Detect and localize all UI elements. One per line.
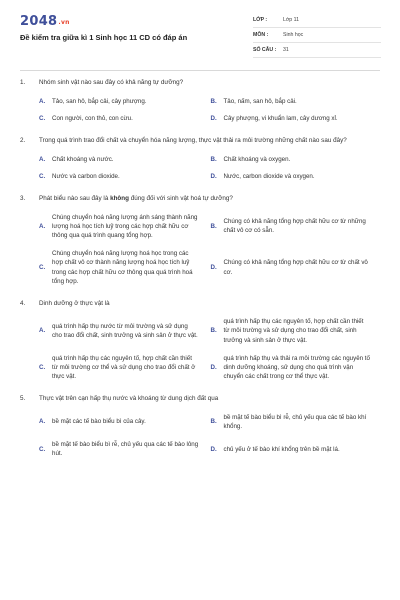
option-d[interactable] <box>211 440 377 458</box>
question-number: 2. <box>20 137 26 145</box>
option-letter: A. <box>39 222 46 230</box>
header-divider <box>20 70 380 71</box>
option-d[interactable] <box>211 113 377 123</box>
option-text: Chúng chuyển hoá năng lượng hoá học trong các hợp chất vô cơ thành năng lượng hoá học tích luỹ trong các hợp chất hữu cơ thông qua quá trình hoá tổng hợp. <box>52 250 193 285</box>
logo-text: 2048 <box>20 14 58 29</box>
option-letter: D. <box>210 114 217 122</box>
option-b[interactable] <box>211 213 377 241</box>
option-text: Tảo, san hô, bắp cải, cây phượng. <box>52 97 147 105</box>
option-letter: A. <box>39 418 46 426</box>
option-letter: B. <box>210 97 217 105</box>
option-letter: D. <box>210 445 217 453</box>
question-5 <box>0 394 400 458</box>
question-stem <box>20 194 376 203</box>
question-text <box>39 394 376 403</box>
meta-row-subject <box>253 28 381 43</box>
option-text: chủ yếu ở tế bào khí khổng trên bề mặt lá. <box>223 445 340 453</box>
question-number: 1. <box>20 79 26 86</box>
answer-options <box>20 96 376 123</box>
question-text-part: Phát biểu nào sau đây là <box>39 195 111 203</box>
option-text: quá trình hấp thụ các nguyên tố, hợp chất cần thiết từ môi trường và sử dụng cho trao đổi chất, sinh trưởng và sinh sản ở thực vật. <box>223 318 364 344</box>
option-c[interactable] <box>39 113 205 123</box>
option-d[interactable] <box>211 171 377 181</box>
option-letter: A. <box>39 327 46 335</box>
option-text: bề mặt tế bào biểu bì rễ, chủ yếu qua các tế bào khí khổng. <box>223 413 367 430</box>
option-letter: D. <box>210 172 217 180</box>
question-emphasis: không <box>110 195 129 203</box>
option-a[interactable] <box>39 96 205 106</box>
option-letter: D. <box>210 264 217 272</box>
option-text: bề mặt tế bào biểu bì rễ, chủ yếu qua các tế bào lông hút. <box>52 441 199 458</box>
site-logo[interactable] <box>20 14 70 29</box>
question-4 <box>0 299 400 381</box>
question-text-part: đúng đối với sinh vật hoá tự dưỡng? <box>128 195 233 203</box>
meta-value: Lớp 11 <box>283 17 299 23</box>
option-letter: B. <box>210 155 217 163</box>
option-letter: D. <box>210 364 217 372</box>
question-text <box>39 78 376 87</box>
option-text: Chúng có khả năng tổng hợp chất hữu cơ từ những chất vô cơ có sẵn. <box>223 218 366 235</box>
option-a[interactable] <box>39 317 205 345</box>
option-text: Chúng có khả năng tổng hợp chất hữu cơ từ chất vô cơ. <box>223 259 368 276</box>
logo-suffix: .vn <box>58 19 70 26</box>
option-text: quá trình hấp thụ và thải ra môi trường các nguyên tố dinh dưỡng khoáng, sử dụng cho quá trình vận chuyển các chất trong cơ thể thực vật. <box>223 354 370 381</box>
question-text <box>39 136 376 145</box>
option-letter: A. <box>39 97 46 105</box>
question-2 <box>0 136 400 181</box>
answer-options <box>20 413 376 459</box>
option-text: Tảo, nấm, san hô, bắp cải. <box>223 97 297 105</box>
question-1 <box>0 78 400 123</box>
option-text: Chúng chuyển hoá năng lượng ánh sáng thành năng lượng hoá học tích luỹ trong các hợp chất hữu cơ thông qua quá trình quang tổng hợp. <box>52 213 198 240</box>
option-b[interactable] <box>211 96 377 106</box>
option-text: quá trình hấp thụ các nguyên tố, hợp chất cần thiết từ môi trường cơ thể và sử dụng cho trao đổi chất ở thực vật. <box>52 354 196 381</box>
option-letter: A. <box>39 155 46 163</box>
option-a[interactable] <box>39 154 205 164</box>
question-text-part: Nhóm sinh vật nào sau đây có khả năng tự dưỡng? <box>39 79 184 86</box>
question-stem <box>20 394 376 403</box>
option-b[interactable] <box>211 413 377 431</box>
option-letter: B. <box>210 327 217 335</box>
option-text: Con người, con thỏ, con cừu. <box>52 114 133 122</box>
question-text-part: Thực vật trên cạn hấp thụ nước và khoáng từ dung dịch đất qua <box>39 395 219 403</box>
exam-meta <box>253 13 381 58</box>
question-stem <box>20 136 376 145</box>
option-c[interactable] <box>39 171 205 181</box>
option-letter: C. <box>39 264 46 272</box>
option-text: Chất khoáng và nước. <box>52 155 114 163</box>
question-number: 4. <box>20 300 26 308</box>
option-a[interactable] <box>39 413 205 431</box>
option-text: quá trình hấp thụ nước từ môi trường và sử dụng cho trao đổi chất, sinh trưởng và sinh sản ở thực vật. <box>52 322 198 340</box>
question-3 <box>0 194 400 286</box>
meta-value: 31 <box>283 47 289 53</box>
question-text-part: Trong quá trình trao đổi chất và chuyển hóa năng lượng, thực vật thải ra môi trường những chất nào sau đây? <box>39 137 347 145</box>
question-number: 5. <box>20 395 26 403</box>
question-text <box>39 299 376 308</box>
option-letter: B. <box>210 222 217 230</box>
option-text: Chất khoáng và oxygen. <box>223 155 291 163</box>
option-b[interactable] <box>211 154 377 164</box>
question-number: 3. <box>20 195 26 203</box>
question-list <box>0 78 400 471</box>
option-c[interactable] <box>39 249 205 286</box>
meta-row-grade <box>253 13 381 28</box>
page-title: Đề kiểm tra giữa kì 1 Sinh học 11 CD có đáp án <box>20 33 188 42</box>
option-letter: C. <box>39 172 46 180</box>
option-text: Nước và carbon dioxide. <box>52 172 120 180</box>
option-c[interactable] <box>39 440 205 458</box>
page-header <box>0 0 400 68</box>
meta-label: LỚP : <box>253 17 268 23</box>
option-text: Cây phượng, vi khuẩn lam, cây dương xỉ. <box>223 114 338 122</box>
meta-label: SỐ CÂU : <box>253 47 277 53</box>
meta-label: MÔN : <box>253 32 269 38</box>
option-letter: C. <box>39 364 46 372</box>
option-text: bề mặt các tế bào biểu bì của cây. <box>52 418 146 426</box>
answer-options <box>20 154 376 181</box>
answer-options <box>20 317 376 381</box>
option-b[interactable] <box>211 317 377 345</box>
question-stem <box>20 299 376 308</box>
option-a[interactable] <box>39 213 205 241</box>
option-c[interactable] <box>39 354 205 382</box>
question-stem <box>20 78 376 87</box>
option-d[interactable] <box>211 354 377 382</box>
option-letter: C. <box>39 114 46 122</box>
option-letter: B. <box>210 418 217 426</box>
question-text-part: Dinh dưỡng ở thực vật là <box>39 300 110 308</box>
meta-row-count <box>253 43 381 58</box>
option-d[interactable] <box>211 249 377 286</box>
option-letter: C. <box>39 445 46 453</box>
answer-options <box>20 213 376 286</box>
question-text <box>39 194 376 203</box>
meta-value: Sinh học <box>283 32 304 38</box>
option-text: Nước, carbon dioxide và oxygen. <box>223 172 315 180</box>
